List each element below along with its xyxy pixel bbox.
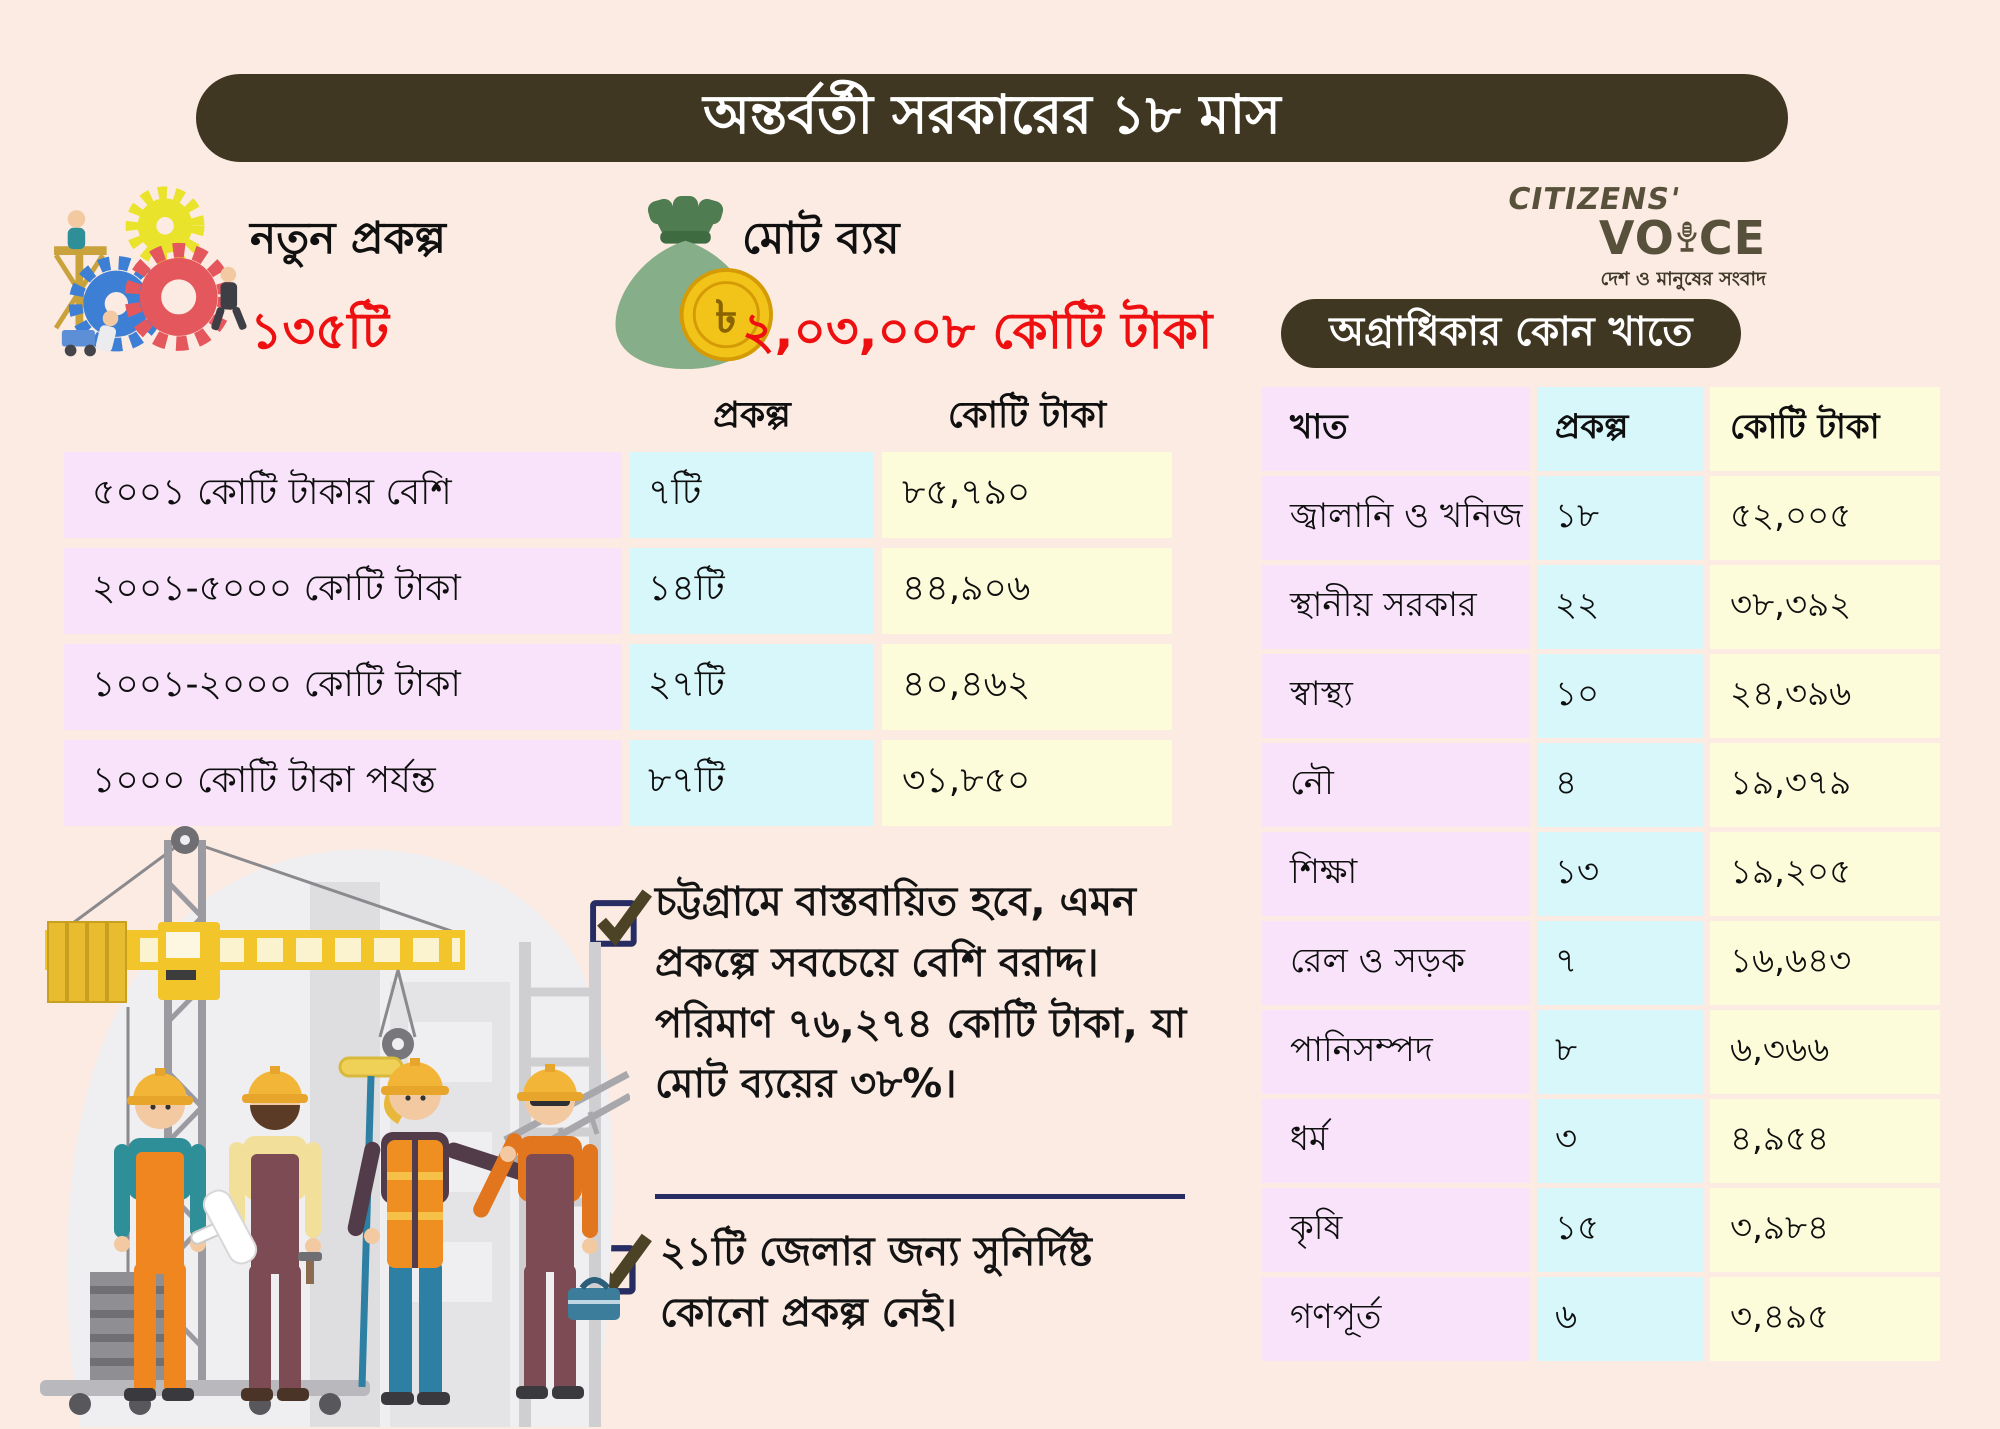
cell-amount: ৩,৪৯৫	[1710, 1277, 1940, 1361]
cell-sector: শিক্ষা	[1262, 832, 1530, 916]
cell-projects: ২৭টি	[630, 644, 874, 730]
column-header-amount: কোটি টাকা	[1710, 387, 1940, 471]
gears-illustration	[46, 182, 251, 367]
cell-amount: ১৯,৩৭৯	[1710, 743, 1940, 827]
cell-projects: ২২	[1537, 565, 1703, 649]
cell-projects: ৬	[1537, 1277, 1703, 1361]
priority-sector-table	[1262, 387, 1940, 1361]
new-projects-label: নতুন প্রকল্প	[250, 213, 446, 264]
cell-amount: ৪০,৪৬২	[882, 644, 1172, 730]
logo-voice-right: CE	[1698, 211, 1766, 265]
logo-tagline: দেশ ও মানুষের সংবাদ	[1600, 268, 1766, 290]
cell-amount: ৩১,৮৫০	[882, 740, 1172, 826]
cell-amount: ২৪,৩৯৬	[1710, 654, 1940, 738]
cell-projects: ১০	[1537, 654, 1703, 738]
new-projects-stat	[250, 205, 446, 377]
cell-amount: ১৯,২০৫	[1710, 832, 1940, 916]
construction-illustration	[10, 822, 630, 1427]
cell-amount: ৪৪,৯০৬	[882, 548, 1172, 634]
cell-amount: ৩৮,৩৯২	[1710, 565, 1940, 649]
taka-symbol: ৳	[715, 290, 738, 344]
cell-sector: জ্বালানি ও খনিজ	[1262, 476, 1530, 560]
logo-voice-left: VO	[1598, 211, 1675, 265]
cell-amount: ৮৫,৭৯০	[882, 452, 1172, 538]
total-expenditure-value: ২,০৩,০০৮ কোটি টাকা	[742, 302, 1213, 360]
cell-sector: গণপূর্ত	[1262, 1277, 1530, 1361]
cell-projects: ৮	[1537, 1010, 1703, 1094]
cell-category: ২০০১-৫০০০ কোটি টাকা	[64, 548, 622, 634]
budget-size-table	[64, 394, 1172, 826]
cell-amount: ৪,৯৫৪	[1710, 1099, 1940, 1183]
gears-teamwork-icon	[46, 182, 251, 367]
cell-projects: ৭	[1537, 921, 1703, 1005]
notes-divider	[655, 1194, 1185, 1199]
cell-category: ৫০০১ কোটি টাকার বেশি	[64, 452, 622, 538]
cell-projects: ৭টি	[630, 452, 874, 538]
cell-projects: ১৩	[1537, 832, 1703, 916]
cell-projects: ১৪টি	[630, 548, 874, 634]
cell-category: ১০০১-২০০০ কোটি টাকা	[64, 644, 622, 730]
total-expenditure-label: মোট ব্যয়	[742, 213, 900, 264]
logo-citizens-text: CITIZENS'	[1504, 182, 1684, 217]
cell-sector: পানিসম্পদ	[1262, 1010, 1530, 1094]
cell-amount: ৩,৯৮৪	[1710, 1188, 1940, 1272]
column-header-projects: প্রকল্প	[1537, 387, 1703, 471]
citizens-voice-logo	[1500, 182, 1766, 297]
cell-projects: ১৫	[1537, 1188, 1703, 1272]
construction-workers-icon	[10, 822, 630, 1427]
cell-sector: ধর্ম	[1262, 1099, 1530, 1183]
cell-sector: স্বাস্থ্য	[1262, 654, 1530, 738]
cell-amount: ৫২,০০৫	[1710, 476, 1940, 560]
cell-projects: ৮৭টি	[630, 740, 874, 826]
note-districts: ২১টি জেলার জন্য সুনির্দিষ্ট কোনো প্রকল্প নেই।	[660, 1229, 1092, 1336]
cell-sector: নৌ	[1262, 743, 1530, 827]
priority-banner	[1281, 299, 1741, 368]
cell-projects: ৩	[1537, 1099, 1703, 1183]
cell-sector: স্থানীয় সরকার	[1262, 565, 1530, 649]
note-chattogram: চট্টগ্রামে বাস্তবায়িত হবে, এমন প্রকল্পে সবচেয়ে বেশি বরাদ্দ। পরিমাণ ৭৬,২৭৪ কোটি টাকা, যা মোট ব্যয়ের ৩৮%।	[655, 879, 1187, 1108]
cell-projects: ১৮	[1537, 476, 1703, 560]
cell-amount: ৬,৩৬৬	[1710, 1010, 1940, 1094]
cell-category: ১০০০ কোটি টাকা পর্যন্ত	[64, 740, 622, 826]
logo-voice-text	[1500, 211, 1766, 265]
cell-sector: কৃষি	[1262, 1188, 1530, 1272]
cell-amount: ১৬,৬৪৩	[1710, 921, 1940, 1005]
column-header-projects: প্রকল্প	[713, 395, 791, 436]
total-expenditure-stat	[742, 205, 1212, 377]
priority-banner-title: অগ্রাধিকার কোন খাতে	[1329, 309, 1693, 355]
title-banner	[196, 74, 1788, 162]
column-header-sector: খাত	[1262, 387, 1530, 471]
page-title: অন্তর্বর্তী সরকারের ১৮ মাস	[703, 83, 1281, 146]
column-header-amount: কোটি টাকা	[947, 395, 1107, 436]
spacer-cell	[64, 394, 622, 442]
microphone-icon	[1676, 218, 1698, 258]
cell-sector: রেল ও সড়ক	[1262, 921, 1530, 1005]
new-projects-value: ১৩৫টি	[250, 302, 389, 360]
cell-projects: ৪	[1537, 743, 1703, 827]
